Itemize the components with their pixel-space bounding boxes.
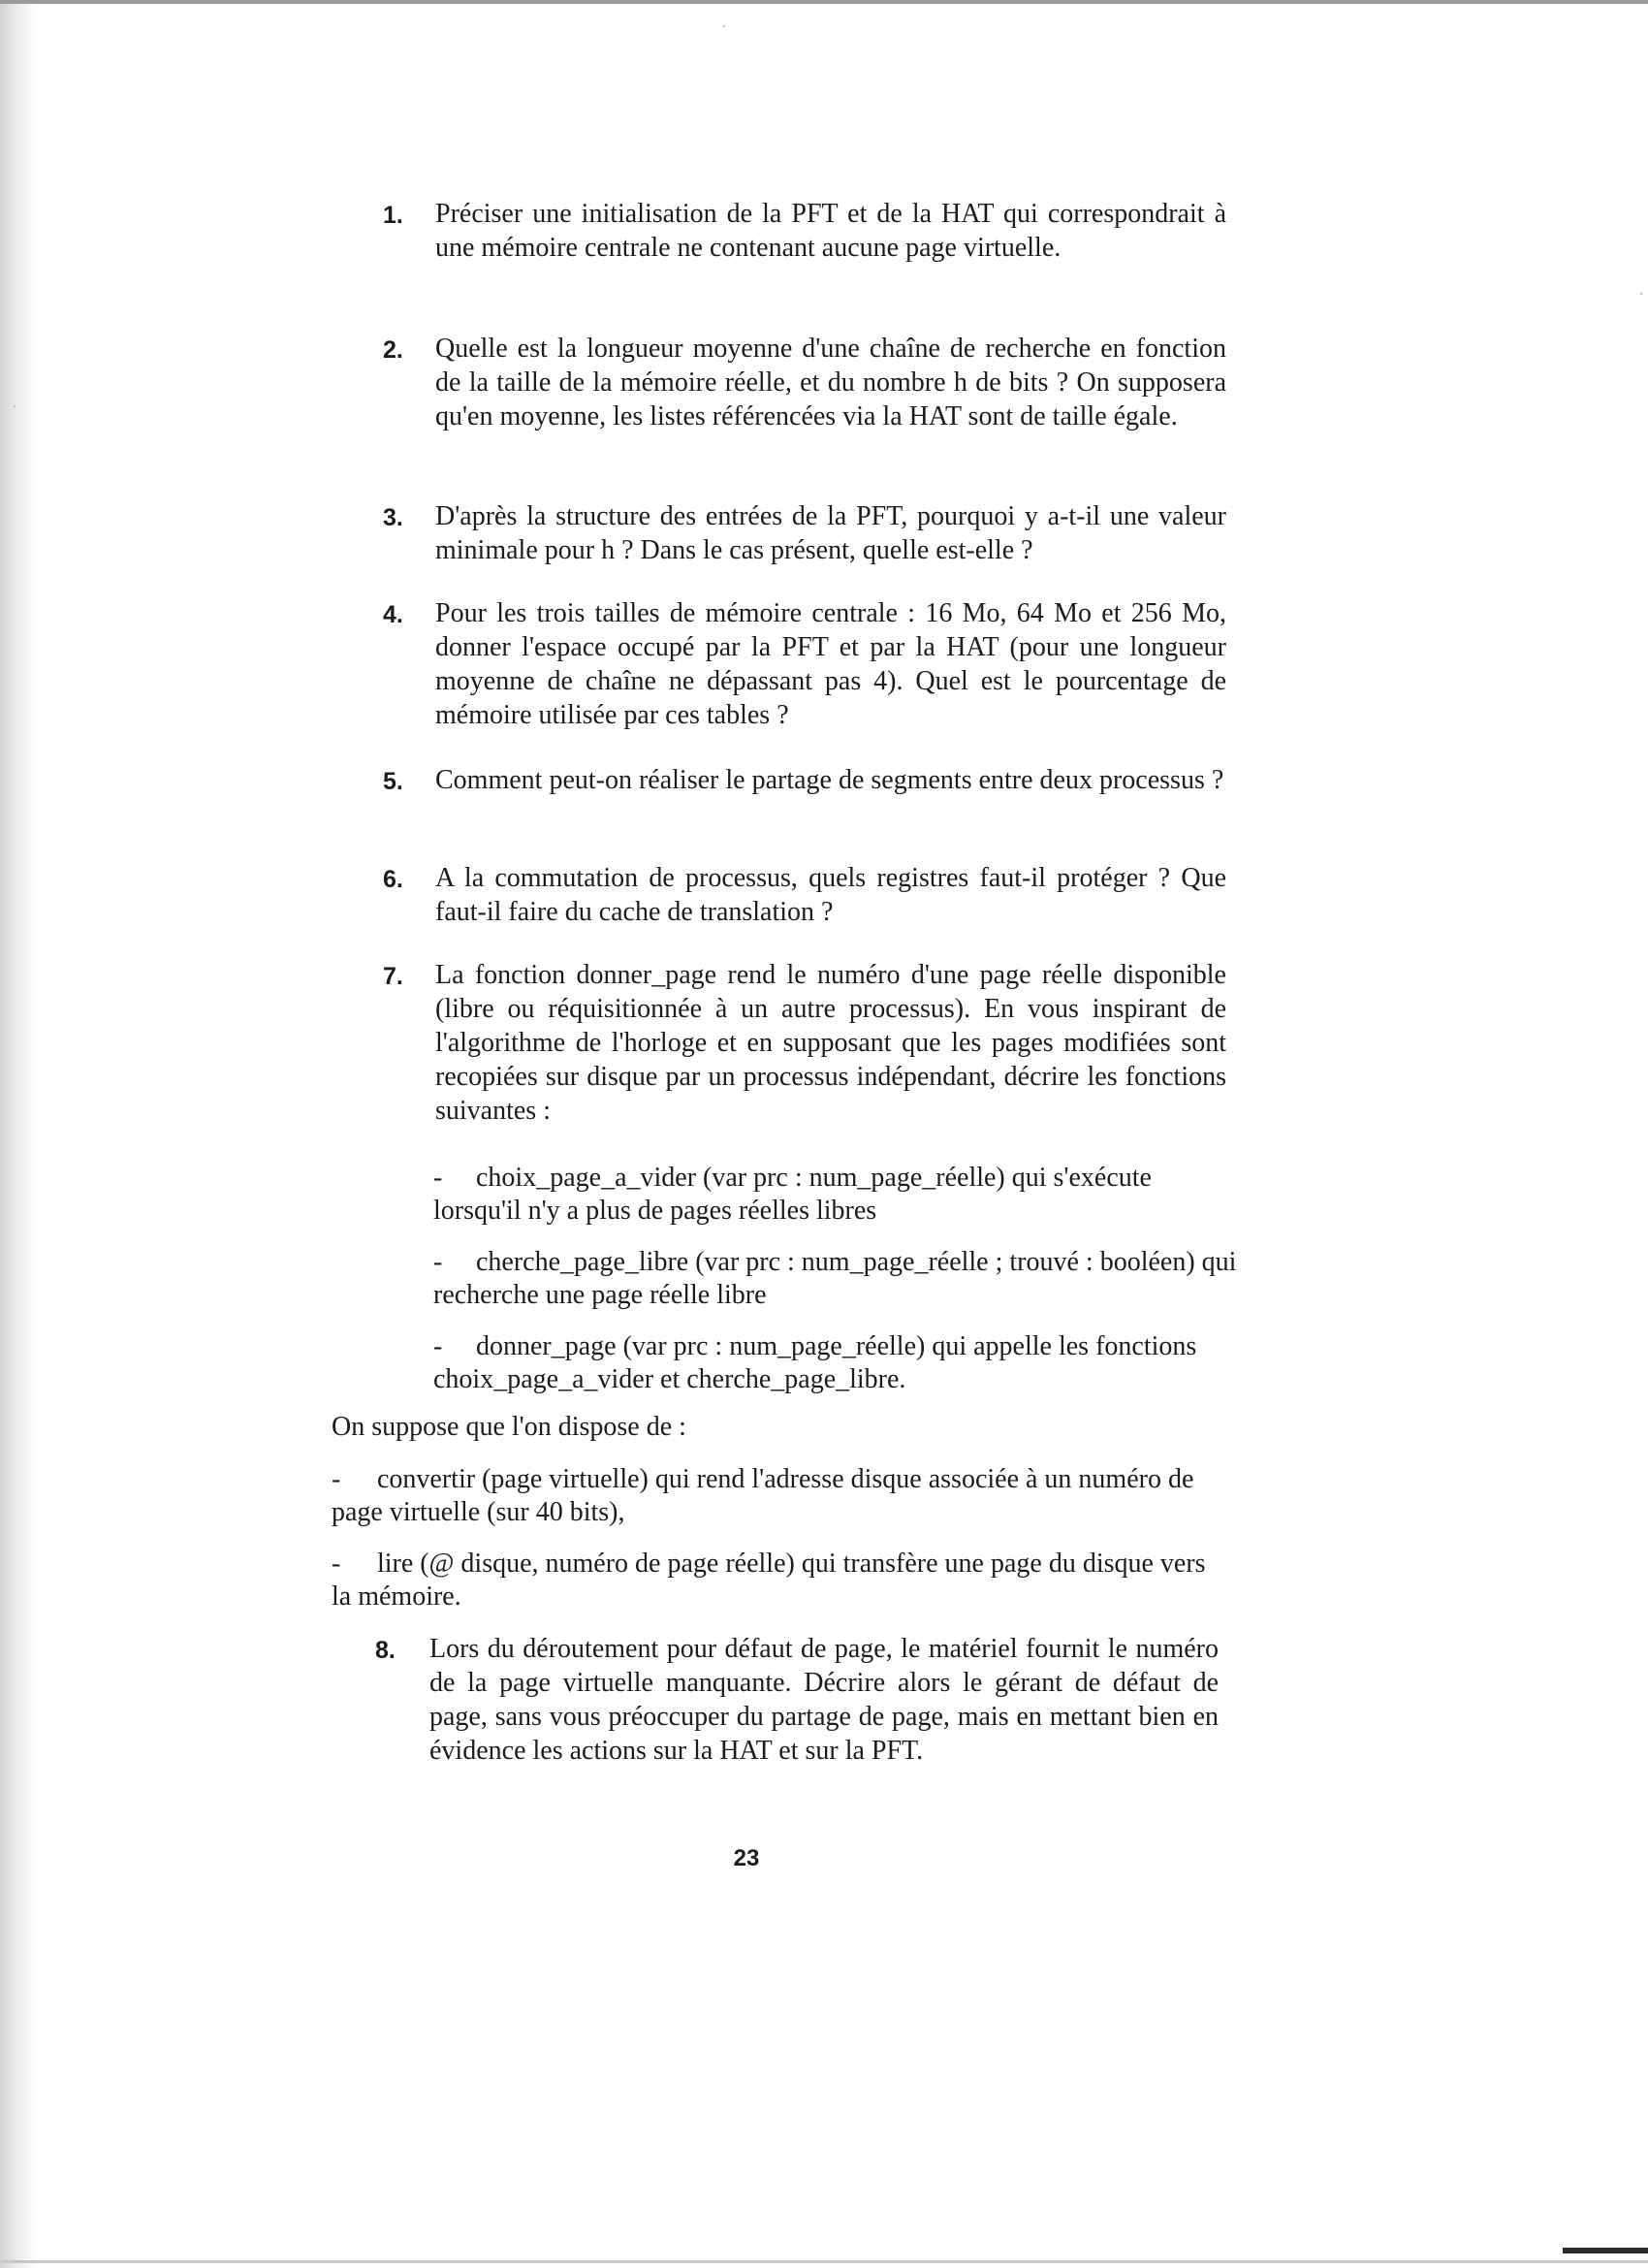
function-signature: choix_page_a_vider (var prc : num_page_réelle) qui s'exécute — [476, 1163, 1152, 1193]
function-description: choix_page_a_vider et cherche_page_libre. — [433, 1364, 906, 1394]
question-text: Comment peut-on réaliser le partage de segments entre deux processus ? — [435, 765, 1224, 795]
question-number: 1. — [383, 202, 403, 229]
question-number: 5. — [383, 768, 403, 795]
question-2 — [383, 332, 1226, 433]
function-signature: donner_page (var prc : num_page_réelle) qui appelle les fonctions — [476, 1331, 1197, 1361]
assumption-signature: lire (@ disque, numéro de page réelle) qui transfère une page du disque vers — [377, 1549, 1206, 1579]
assumption-description: page virtuelle (sur 40 bits), — [332, 1497, 625, 1527]
question-text: Lors du déroutement pour défaut de page, le matériel fournit le numéro de la page virtuelle manquante. Décrire alors le gérant de défaut de page, sans vous préoccuper du partage de page, mais en mettant bien en évidence les actions sur la HAT et sur la PFT. — [429, 1634, 1219, 1766]
question-3 — [383, 499, 1226, 567]
page-number: 23 — [733, 1845, 760, 1871]
question-number: 2. — [383, 336, 403, 364]
question-text: La fonction donner_page rend le numéro d'une page réelle disponible (libre ou réquisitionnée à un autre processus). En vous inspirant de l'algorithme de l'horloge et en supposant que les pages modifiées sont recopiées sur disque par un processus indépendant, décrire les fonctions suivantes : — [435, 960, 1226, 1126]
question-5 — [383, 763, 1226, 797]
list-dash: - — [332, 1549, 341, 1579]
question-number: 3. — [383, 504, 403, 531]
function-signature: cherche_page_libre (var prc : num_page_réelle ; trouvé : booléen) qui — [476, 1247, 1237, 1277]
question-text: Quelle est la longueur moyenne d'une chaîne de recherche en fonction de la taille de la mémoire réelle, et du nombre h de bits ? On supposera qu'en moyenne, les listes référencées via la HAT sont de taille égale. — [435, 334, 1226, 431]
question-number: 6. — [383, 866, 403, 893]
assumption-convertir — [332, 1463, 1301, 1529]
question-7 — [383, 958, 1226, 1128]
list-dash: - — [433, 1163, 443, 1193]
question-6 — [383, 861, 1226, 929]
question-4 — [383, 596, 1226, 732]
list-dash: - — [433, 1331, 443, 1361]
question-1 — [383, 197, 1226, 265]
question-8 — [375, 1632, 1219, 1768]
assumption-lire — [332, 1548, 1301, 1613]
question-text: Pour les trois tailles de mémoire centrale : 16 Mo, 64 Mo et 256 Mo, donner l'espace occupé par la PFT et par la HAT (pour une longueur moyenne de chaîne ne dépassant pas 4). Quel est le pourcentage de mémoire utilisée par ces tables ? — [435, 598, 1226, 730]
assumption-description: la mémoire. — [332, 1581, 461, 1612]
assumption-signature: convertir (page virtuelle) qui rend l'adresse disque associée à un numéro de — [377, 1464, 1194, 1494]
function-description: lorsqu'il n'y a plus de pages réelles libres — [433, 1196, 877, 1226]
question-number: 8. — [375, 1637, 396, 1664]
function-description: recherche une page réelle libre — [433, 1280, 767, 1310]
function-cherche-page-libre — [433, 1246, 1325, 1312]
function-donner-page — [433, 1330, 1325, 1396]
function-choix-page-a-vider — [433, 1162, 1325, 1228]
question-text: A la commutation de processus, quels registres faut-il protéger ? Que faut-il faire du cache de translation ? — [435, 863, 1226, 927]
list-dash: - — [332, 1464, 341, 1494]
assumption-intro: On suppose que l'on dispose de : — [332, 1412, 686, 1442]
question-text: Préciser une initialisation de la PFT et de la HAT qui correspondrait à une mémoire centrale ne contenant aucune page virtuelle. — [435, 199, 1226, 263]
question-number: 4. — [383, 601, 403, 628]
question-text: D'après la structure des entrées de la PFT, pourquoi y a-t-il une valeur minimale pour h ? Dans le cas présent, quelle est-elle ? — [435, 501, 1226, 565]
question-number: 7. — [383, 963, 403, 990]
list-dash: - — [433, 1247, 443, 1277]
